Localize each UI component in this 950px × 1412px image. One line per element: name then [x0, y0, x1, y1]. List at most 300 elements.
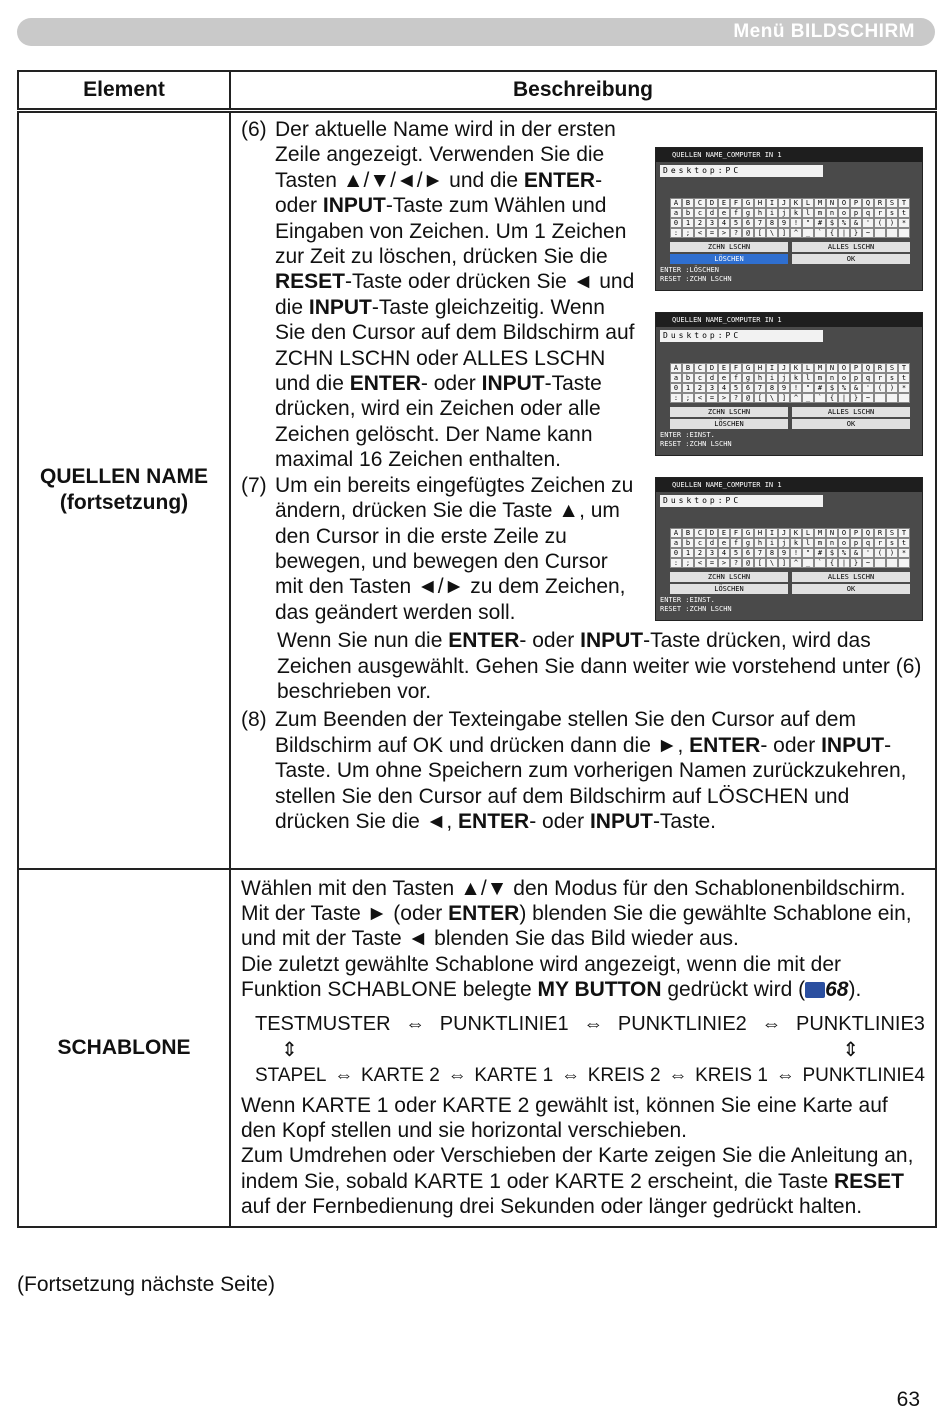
osd-key: 4: [718, 218, 730, 228]
osd-key: 7: [754, 548, 766, 558]
osd-key: t: [898, 208, 910, 218]
osd-key: j: [778, 208, 790, 218]
osd-key: 8: [766, 548, 778, 558]
osd-key: k: [790, 538, 802, 548]
osd-key: 3: [706, 548, 718, 558]
osd-key: [874, 393, 886, 403]
osd-key: }: [850, 558, 862, 568]
osd-key: K: [790, 363, 802, 373]
osd-key: %: [838, 383, 850, 393]
osd-key: ": [802, 383, 814, 393]
description-quellen-name: [230, 111, 936, 869]
osd-key: K: [790, 198, 802, 208]
osd-key: [886, 228, 898, 238]
osd-key: B: [682, 528, 694, 538]
osd-key: ": [802, 548, 814, 558]
osd-key: &: [850, 548, 862, 558]
osd-key: }: [850, 393, 862, 403]
osd-key: O: [838, 528, 850, 538]
osd-key: H: [754, 528, 766, 538]
osd-key: ?: [730, 228, 742, 238]
osd-key: A: [670, 528, 682, 538]
osd-key: m: [814, 538, 826, 548]
osd-key: I: [766, 528, 778, 538]
osd-key: g: [742, 538, 754, 548]
osd-key: P: [850, 198, 862, 208]
schablone-para-4: Zum Umdrehen oder Verschieben der Karte zeigen Sie die Anleitung an, indem Sie, sobald KARTE 1 oder KARTE 2 erscheint, die Taste RESET auf der Fernbedienung drei Sekunden oder länger gedrückt halten.: [241, 1144, 914, 1219]
osd-key: D: [706, 363, 718, 373]
osd-key: 6: [742, 548, 754, 558]
osd-key: c: [694, 373, 706, 383]
osd-key: Q: [862, 363, 874, 373]
osd-key: 2: [694, 218, 706, 228]
osd-key: 1: [682, 383, 694, 393]
osd-key: $: [826, 218, 838, 228]
osd-key: #: [814, 548, 826, 558]
page-number: 63: [896, 1388, 920, 1411]
sequence-item: KARTE 2: [360, 1064, 440, 1086]
osd-key: 3: [706, 383, 718, 393]
osd-key: >: [718, 228, 730, 238]
osd-key: J: [778, 198, 790, 208]
osd-key: [874, 558, 886, 568]
osd-title: QUELLEN NAME_COMPUTER IN 1: [656, 313, 922, 327]
osd-key: R: [874, 363, 886, 373]
osd-key: l: [802, 373, 814, 383]
osd-key: d: [706, 373, 718, 383]
osd-button: OK: [792, 254, 910, 264]
osd-key: 8: [766, 383, 778, 393]
osd-screenshot: [655, 477, 923, 621]
sequence-item: KARTE 1: [474, 1064, 554, 1086]
osd-key: 1: [682, 218, 694, 228]
book-icon: [805, 982, 825, 998]
osd-key: [: [754, 558, 766, 568]
osd-button: OK: [792, 419, 910, 429]
osd-key: s: [886, 208, 898, 218]
osd-key: G: [742, 528, 754, 538]
osd-key: o: [838, 373, 850, 383]
osd-key: ': [862, 548, 874, 558]
osd-key: E: [718, 198, 730, 208]
osd-key: S: [886, 363, 898, 373]
osd-key: C: [694, 198, 706, 208]
osd-key: :: [670, 558, 682, 568]
osd-key: F: [730, 363, 742, 373]
element-schablone: SCHABLONE: [18, 869, 230, 1227]
osd-key: _: [802, 228, 814, 238]
osd-key: L: [802, 363, 814, 373]
osd-button-row: [670, 407, 910, 417]
double-arrow-icon: ⇔: [668, 1064, 688, 1086]
osd-key: ': [862, 218, 874, 228]
header-description: Beschreibung: [230, 71, 936, 111]
osd-key: g: [742, 208, 754, 218]
osd-key: }: [850, 228, 862, 238]
osd-key: G: [742, 198, 754, 208]
osd-key: *: [898, 548, 910, 558]
osd-key: h: [754, 208, 766, 218]
osd-key: I: [766, 198, 778, 208]
osd-key: H: [754, 198, 766, 208]
osd-key: ;: [682, 228, 694, 238]
osd-key: 2: [694, 383, 706, 393]
osd-key: i: [766, 538, 778, 548]
osd-keyboard: [670, 528, 910, 568]
osd-key: $: [826, 548, 838, 558]
osd-key: F: [730, 198, 742, 208]
osd-key: 7: [754, 218, 766, 228]
osd-key: 8: [766, 218, 778, 228]
osd-key: _: [802, 558, 814, 568]
osd-key: Q: [862, 198, 874, 208]
osd-key: >: [718, 558, 730, 568]
osd-key: h: [754, 538, 766, 548]
osd-key: m: [814, 208, 826, 218]
osd-key: e: [718, 208, 730, 218]
osd-key: l: [802, 208, 814, 218]
osd-key: {: [826, 393, 838, 403]
screenshots: [655, 147, 921, 642]
osd-key: ?: [730, 558, 742, 568]
osd-title: QUELLEN NAME_COMPUTER IN 1: [656, 478, 922, 492]
osd-key: ): [886, 383, 898, 393]
osd-key: ^: [790, 558, 802, 568]
osd-key: !: [790, 218, 802, 228]
osd-button-row: [670, 254, 910, 264]
osd-key: q: [862, 373, 874, 383]
schablone-para-1: Wählen mit den Tasten ▲/▼ den Modus für den Schablonenbildschirm. Mit der Taste ► (oder ENTER) blenden Sie die gewählte Schablone ein, und mit der Taste ◄ blenden Sie das Bild wieder aus.: [241, 876, 912, 951]
sequence-item: PUNKTLINIE2: [617, 1012, 747, 1035]
osd-key: c: [694, 208, 706, 218]
double-arrow-icon: ⇔: [405, 1012, 426, 1035]
osd-key: R: [874, 198, 886, 208]
osd-key: L: [802, 198, 814, 208]
template-sequence: [241, 1011, 925, 1089]
sequence-row-2: [241, 1063, 925, 1089]
description-schablone: [230, 869, 936, 1227]
osd-button: ZCHN LSCHN: [670, 407, 788, 417]
osd-key: !: [790, 383, 802, 393]
osd-key: O: [838, 198, 850, 208]
osd-key: T: [898, 363, 910, 373]
osd-key: $: [826, 383, 838, 393]
osd-key: b: [682, 373, 694, 383]
osd-key: s: [886, 538, 898, 548]
sequence-item: KREIS 2: [587, 1064, 661, 1086]
osd-key: F: [730, 528, 742, 538]
osd-keyboard: [670, 363, 910, 403]
osd-key: [: [754, 228, 766, 238]
osd-button: OK: [792, 584, 910, 594]
sequence-item: KREIS 1: [695, 1064, 768, 1086]
osd-key: [898, 393, 910, 403]
osd-key: <: [694, 228, 706, 238]
osd-button: ALLES LSCHN: [792, 242, 910, 252]
osd-key: T: [898, 528, 910, 538]
osd-key: :: [670, 228, 682, 238]
osd-key: f: [730, 208, 742, 218]
osd-key: 9: [778, 548, 790, 558]
osd-key: 6: [742, 218, 754, 228]
osd-key: |: [838, 558, 850, 568]
osd-key: @: [742, 393, 754, 403]
osd-key: G: [742, 363, 754, 373]
osd-key: n: [826, 373, 838, 383]
osd-key: K: [790, 528, 802, 538]
osd-key: %: [838, 218, 850, 228]
osd-key: k: [790, 208, 802, 218]
osd-key: @: [742, 228, 754, 238]
osd-keyboard: [670, 198, 910, 238]
osd-key: D: [706, 198, 718, 208]
osd-key: <: [694, 393, 706, 403]
osd-key: E: [718, 363, 730, 373]
osd-key: 0: [670, 383, 682, 393]
schablone-para-2: Die zuletzt gewählte Schablone wird angezeigt, wenn die mit der Funktion SCHABLONE belegte MY BUTTON gedrückt wird ( 68).: [241, 952, 862, 1002]
osd-key: [898, 558, 910, 568]
osd-key: ^: [790, 228, 802, 238]
osd-key: 5: [730, 218, 742, 228]
osd-key: `: [814, 558, 826, 568]
osd-button: LÖSCHEN: [670, 254, 788, 264]
osd-key: 2: [694, 548, 706, 558]
osd-key: &: [850, 218, 862, 228]
double-arrow-icon: ⇔: [583, 1012, 604, 1035]
osd-key: j: [778, 538, 790, 548]
osd-key: ;: [682, 393, 694, 403]
schablone-para-3: Wenn KARTE 1 oder KARTE 2 gewählt ist, können Sie eine Karte auf den Kopf stellen und sie horizontal verschieben.: [241, 1093, 888, 1142]
osd-key: p: [850, 373, 862, 383]
osd-name-field: Dusktop:PC: [660, 495, 823, 507]
osd-button-row: [670, 572, 910, 582]
osd-button: ZCHN LSCHN: [670, 572, 788, 582]
osd-key: @: [742, 558, 754, 568]
item-7-continued: Wenn Sie nun die ENTER- oder INPUT-Taste drücken, wird das Zeichen ausgewählt. Gehen Sie dann weiter wie vorstehend unter (6) beschrieben vor.: [277, 629, 922, 703]
osd-key: ;: [682, 558, 694, 568]
osd-key: E: [718, 528, 730, 538]
sequence-item: PUNKTLINIE1: [439, 1012, 569, 1035]
osd-button: ALLES LSCHN: [792, 572, 910, 582]
item-6: (6) Der aktuelle Name wird in der ersten Zeile angezeigt. Verwenden Sie die Tasten ▲/▼/◄/► und die ENTER- oder INPUT-Taste zum Wählen und Eingaben von Zeichen. Um 1 Zeichen zur Zeit zu löschen, drücken Sie die RESET-Taste oder drücken Sie ◄ und die INPUT-Taste gleichzeitig. Wenn Sie den Cursor auf dem Bildschirm auf ZCHN LSCHN oder ALLES LSCHN und die ENTER- oder INPUT-Taste drücken, wird ein Zeichen oder alle Zeichen gelöscht. Der Name kann maximal 16 Zeichen enthalten.: [241, 118, 635, 472]
item-7: (7) Um ein bereits eingefügtes Zeichen zu ändern, drücken Sie die Taste ▲, um den Cursor in die erste Zeile zu bewegen, und bewegen den Cursor mit den Tasten ◄/► zu dem Zeichen, das geändert werden soll.: [241, 473, 634, 624]
double-arrow-icon: ⇔: [761, 1012, 782, 1035]
osd-key: \: [766, 228, 778, 238]
osd-key: P: [850, 363, 862, 373]
osd-key: B: [682, 198, 694, 208]
osd-key: I: [766, 363, 778, 373]
osd-button-row: [670, 584, 910, 594]
osd-name-field: Dusktop:PC: [660, 330, 823, 342]
osd-key: d: [706, 208, 718, 218]
osd-footer: ENTER :EINST. RESET :ZCHN LSCHN: [660, 596, 732, 613]
osd-key: N: [826, 198, 838, 208]
continued-note: (Fortsetzung nächste Seite): [17, 1273, 275, 1296]
osd-key: e: [718, 373, 730, 383]
osd-key: #: [814, 218, 826, 228]
osd-key: i: [766, 373, 778, 383]
osd-key: (: [874, 383, 886, 393]
osd-key: a: [670, 208, 682, 218]
osd-key: l: [802, 538, 814, 548]
osd-key: Q: [862, 528, 874, 538]
osd-key: `: [814, 228, 826, 238]
osd-key: ~: [862, 228, 874, 238]
osd-key: |: [838, 393, 850, 403]
osd-key: 1: [682, 548, 694, 558]
sequence-vertical-arrows: ⇕ ⇕: [281, 1038, 859, 1061]
osd-key: d: [706, 538, 718, 548]
osd-key: [: [754, 393, 766, 403]
osd-key: \: [766, 558, 778, 568]
osd-key: (: [874, 218, 886, 228]
header-bar: [17, 18, 935, 46]
osd-key: 9: [778, 383, 790, 393]
osd-key: ): [886, 218, 898, 228]
osd-key: ~: [862, 393, 874, 403]
osd-key: <: [694, 558, 706, 568]
osd-key: >: [718, 393, 730, 403]
osd-key: O: [838, 363, 850, 373]
sequence-item: PUNKTLINIE3: [796, 1012, 925, 1035]
osd-key: 7: [754, 383, 766, 393]
osd-key: ]: [778, 393, 790, 403]
osd-key: T: [898, 198, 910, 208]
osd-button: LÖSCHEN: [670, 584, 788, 594]
osd-key: {: [826, 558, 838, 568]
section-title: Menü BILDSCHIRM: [733, 21, 915, 42]
osd-key: B: [682, 363, 694, 373]
osd-key: _: [802, 393, 814, 403]
osd-key: N: [826, 363, 838, 373]
osd-key: 0: [670, 218, 682, 228]
sequence-item: STAPEL: [255, 1064, 327, 1086]
osd-key: :: [670, 393, 682, 403]
osd-key: A: [670, 198, 682, 208]
osd-key: `: [814, 393, 826, 403]
osd-key: p: [850, 208, 862, 218]
osd-key: J: [778, 363, 790, 373]
osd-key: &: [850, 383, 862, 393]
osd-key: %: [838, 548, 850, 558]
osd-key: ]: [778, 228, 790, 238]
osd-key: 6: [742, 383, 754, 393]
osd-key: s: [886, 373, 898, 383]
sequence-row-1: [241, 1011, 925, 1037]
osd-button-row: [670, 419, 910, 429]
osd-key: r: [874, 538, 886, 548]
osd-key: J: [778, 528, 790, 538]
osd-screenshot: [655, 312, 923, 456]
osd-key: |: [838, 228, 850, 238]
osd-key: *: [898, 383, 910, 393]
osd-key: j: [778, 373, 790, 383]
osd-button: ALLES LSCHN: [792, 407, 910, 417]
osd-key: \: [766, 393, 778, 403]
osd-screenshot: [655, 147, 923, 291]
osd-key: C: [694, 528, 706, 538]
osd-key: S: [886, 528, 898, 538]
osd-key: #: [814, 383, 826, 393]
osd-key: P: [850, 528, 862, 538]
osd-key: m: [814, 373, 826, 383]
osd-key: ?: [730, 393, 742, 403]
osd-key: g: [742, 373, 754, 383]
osd-key: ): [886, 548, 898, 558]
osd-button: ZCHN LSCHN: [670, 242, 788, 252]
osd-key: o: [838, 208, 850, 218]
osd-key: ]: [778, 558, 790, 568]
osd-button: LÖSCHEN: [670, 419, 788, 429]
osd-key: i: [766, 208, 778, 218]
osd-key: 5: [730, 548, 742, 558]
osd-key: o: [838, 538, 850, 548]
osd-key: [886, 393, 898, 403]
osd-key: [874, 228, 886, 238]
osd-key: 4: [718, 548, 730, 558]
osd-key: A: [670, 363, 682, 373]
osd-name-field: Desktop:PC: [660, 165, 823, 177]
osd-key: p: [850, 538, 862, 548]
sequence-item: PUNKTLINIE4: [802, 1064, 925, 1086]
double-arrow-icon: ⇔: [447, 1064, 467, 1086]
osd-key: c: [694, 538, 706, 548]
osd-key: (: [874, 548, 886, 558]
osd-key: ^: [790, 393, 802, 403]
osd-key: R: [874, 528, 886, 538]
osd-key: ': [862, 383, 874, 393]
osd-key: [886, 558, 898, 568]
osd-key: a: [670, 373, 682, 383]
osd-key: b: [682, 208, 694, 218]
osd-key: h: [754, 373, 766, 383]
osd-key: k: [790, 373, 802, 383]
osd-key: M: [814, 528, 826, 538]
osd-key: t: [898, 373, 910, 383]
osd-key: e: [718, 538, 730, 548]
osd-key: =: [706, 393, 718, 403]
osd-footer: ENTER :LÖSCHEN RESET :ZCHN LSCHN: [660, 266, 732, 283]
double-arrow-icon: ⇔: [560, 1064, 580, 1086]
osd-key: D: [706, 528, 718, 538]
osd-key: N: [826, 528, 838, 538]
double-arrow-icon: ⇔: [775, 1064, 795, 1086]
osd-key: f: [730, 373, 742, 383]
sequence-item: TESTMUSTER: [255, 1012, 391, 1035]
osd-key: ~: [862, 558, 874, 568]
osd-footer: ENTER :EINST. RESET :ZCHN LSCHN: [660, 431, 732, 448]
osd-key: M: [814, 198, 826, 208]
double-arrow-icon: ⇔: [334, 1064, 354, 1086]
osd-key: n: [826, 538, 838, 548]
osd-key: C: [694, 363, 706, 373]
osd-key: M: [814, 363, 826, 373]
osd-key: ": [802, 218, 814, 228]
osd-key: 3: [706, 218, 718, 228]
osd-key: n: [826, 208, 838, 218]
element-quellen-name: QUELLEN NAME (fortsetzung): [18, 111, 230, 869]
osd-key: 5: [730, 383, 742, 393]
osd-key: 0: [670, 548, 682, 558]
osd-key: q: [862, 208, 874, 218]
osd-key: r: [874, 373, 886, 383]
osd-key: [898, 228, 910, 238]
osd-key: q: [862, 538, 874, 548]
osd-key: S: [886, 198, 898, 208]
header-element: Element: [18, 71, 230, 111]
osd-key: L: [802, 528, 814, 538]
osd-key: {: [826, 228, 838, 238]
